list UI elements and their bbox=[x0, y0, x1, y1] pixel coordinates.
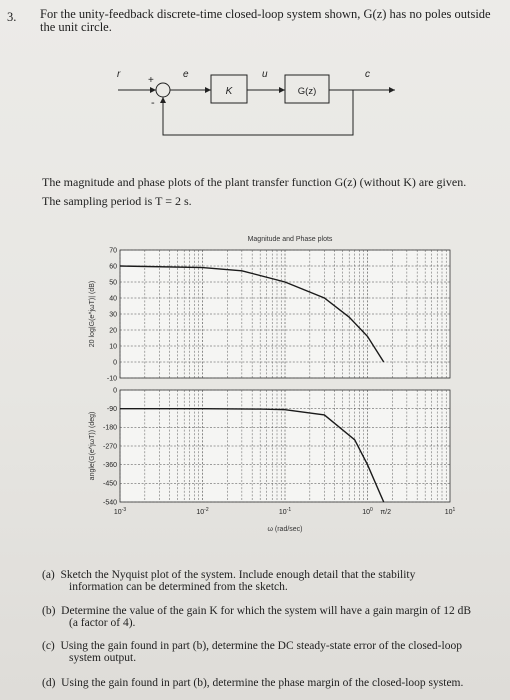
part-b-line-2: (a factor of 4). bbox=[69, 617, 136, 629]
magnitude-y-tick-label: 50 bbox=[109, 279, 117, 287]
signal-r-label: r bbox=[117, 69, 121, 80]
x-tick-label: $10^1$ bbox=[444, 507, 456, 516]
part-a-line-1: Sketch the Nyquist plot of the system. Include enough detail that the stability bbox=[60, 569, 416, 581]
phase-y-tick-label: -90 bbox=[106, 406, 117, 414]
x-axis-ticks bbox=[114, 507, 456, 516]
problem-line-1: For the unity-feedback discrete-time closed-loop system shown, G(z) has no poles outside bbox=[40, 7, 491, 21]
minus-sign: - bbox=[151, 97, 155, 109]
magnitude-y-tick-label: 10 bbox=[109, 343, 117, 351]
phase-y-tick-label: -450 bbox=[102, 480, 117, 488]
x-axis-label: ω (rad/sec) bbox=[267, 526, 303, 533]
sampling-period: The sampling period is T = 2 s. bbox=[42, 194, 192, 208]
magnitude-panel bbox=[107, 247, 450, 382]
phase-y-tick-label: -360 bbox=[102, 462, 117, 470]
part-a bbox=[42, 569, 415, 593]
magnitude-y-tick-label: 70 bbox=[109, 247, 117, 255]
plant-block-label: G(z) bbox=[297, 86, 317, 97]
part-c-line-1: Using the gain found in part (b), determine the DC steady-state error of the closed-loop bbox=[60, 640, 462, 652]
magnitude-y-ticks bbox=[107, 247, 117, 382]
part-c-line-2: system output. bbox=[69, 652, 137, 664]
x-tick-label: $10^0$ bbox=[362, 507, 373, 516]
magnitude-y-tick-label: -10 bbox=[106, 375, 117, 383]
part-d bbox=[42, 677, 463, 689]
gain-block-label: K bbox=[225, 86, 233, 97]
part-a-label: (a) bbox=[42, 569, 55, 581]
problem-line-2: the unit circle. bbox=[40, 20, 112, 34]
x-tick-label: $10^{-2}$ bbox=[196, 507, 209, 516]
magnitude-y-tick-label: 60 bbox=[109, 263, 117, 271]
magnitude-y-tick-label: 30 bbox=[109, 311, 117, 319]
x-tick-label: $10^{-1}$ bbox=[278, 507, 292, 516]
signal-e-label: e bbox=[183, 69, 189, 80]
plot-description: The magnitude and phase plots of the plant transfer function G(z) (without K) are given. bbox=[42, 175, 467, 189]
part-b-label: (b) bbox=[42, 605, 56, 617]
phase-y-ticks bbox=[103, 387, 117, 506]
part-b-line-1: Determine the value of the gain K for which the system will have a gain margin of 12 dB bbox=[61, 605, 472, 617]
phase-y-tick-label: -270 bbox=[102, 443, 117, 451]
x-tick-label: $10^{-3}$ bbox=[113, 507, 127, 516]
chart-title: Magnitude and Phase plots bbox=[247, 236, 333, 243]
phase-y-tick-label: 0 bbox=[113, 387, 117, 395]
magnitude-y-tick-label: 40 bbox=[109, 295, 117, 303]
magnitude-y-tick-label: 0 bbox=[113, 359, 117, 367]
part-d-line-1: Using the gain found in part (b), determine the phase margin of the closed-loop system. bbox=[61, 677, 464, 689]
signal-c-label: c bbox=[365, 69, 370, 80]
part-a-line-2: information can be determined from the sketch. bbox=[69, 581, 288, 593]
part-c bbox=[42, 640, 462, 664]
part-b bbox=[42, 605, 471, 629]
part-d-label: (d) bbox=[42, 677, 56, 689]
plus-sign: + bbox=[148, 75, 154, 86]
magnitude-y-tick-label: 20 bbox=[109, 327, 117, 335]
signal-u-label: u bbox=[262, 69, 268, 80]
phase-panel bbox=[103, 387, 450, 506]
problem-number: 3. bbox=[7, 10, 17, 24]
part-c-label: (c) bbox=[42, 640, 55, 652]
phase-y-label: angle(G(e^jωT)) (deg) bbox=[89, 411, 96, 481]
x-tick-label-pi-over-2: π/2 bbox=[380, 509, 392, 516]
phase-y-tick-label: -180 bbox=[102, 424, 117, 432]
phase-y-tick-label: -540 bbox=[102, 499, 117, 507]
magnitude-y-label: 20 log|G(e^jωT)| (dB) bbox=[89, 280, 96, 348]
